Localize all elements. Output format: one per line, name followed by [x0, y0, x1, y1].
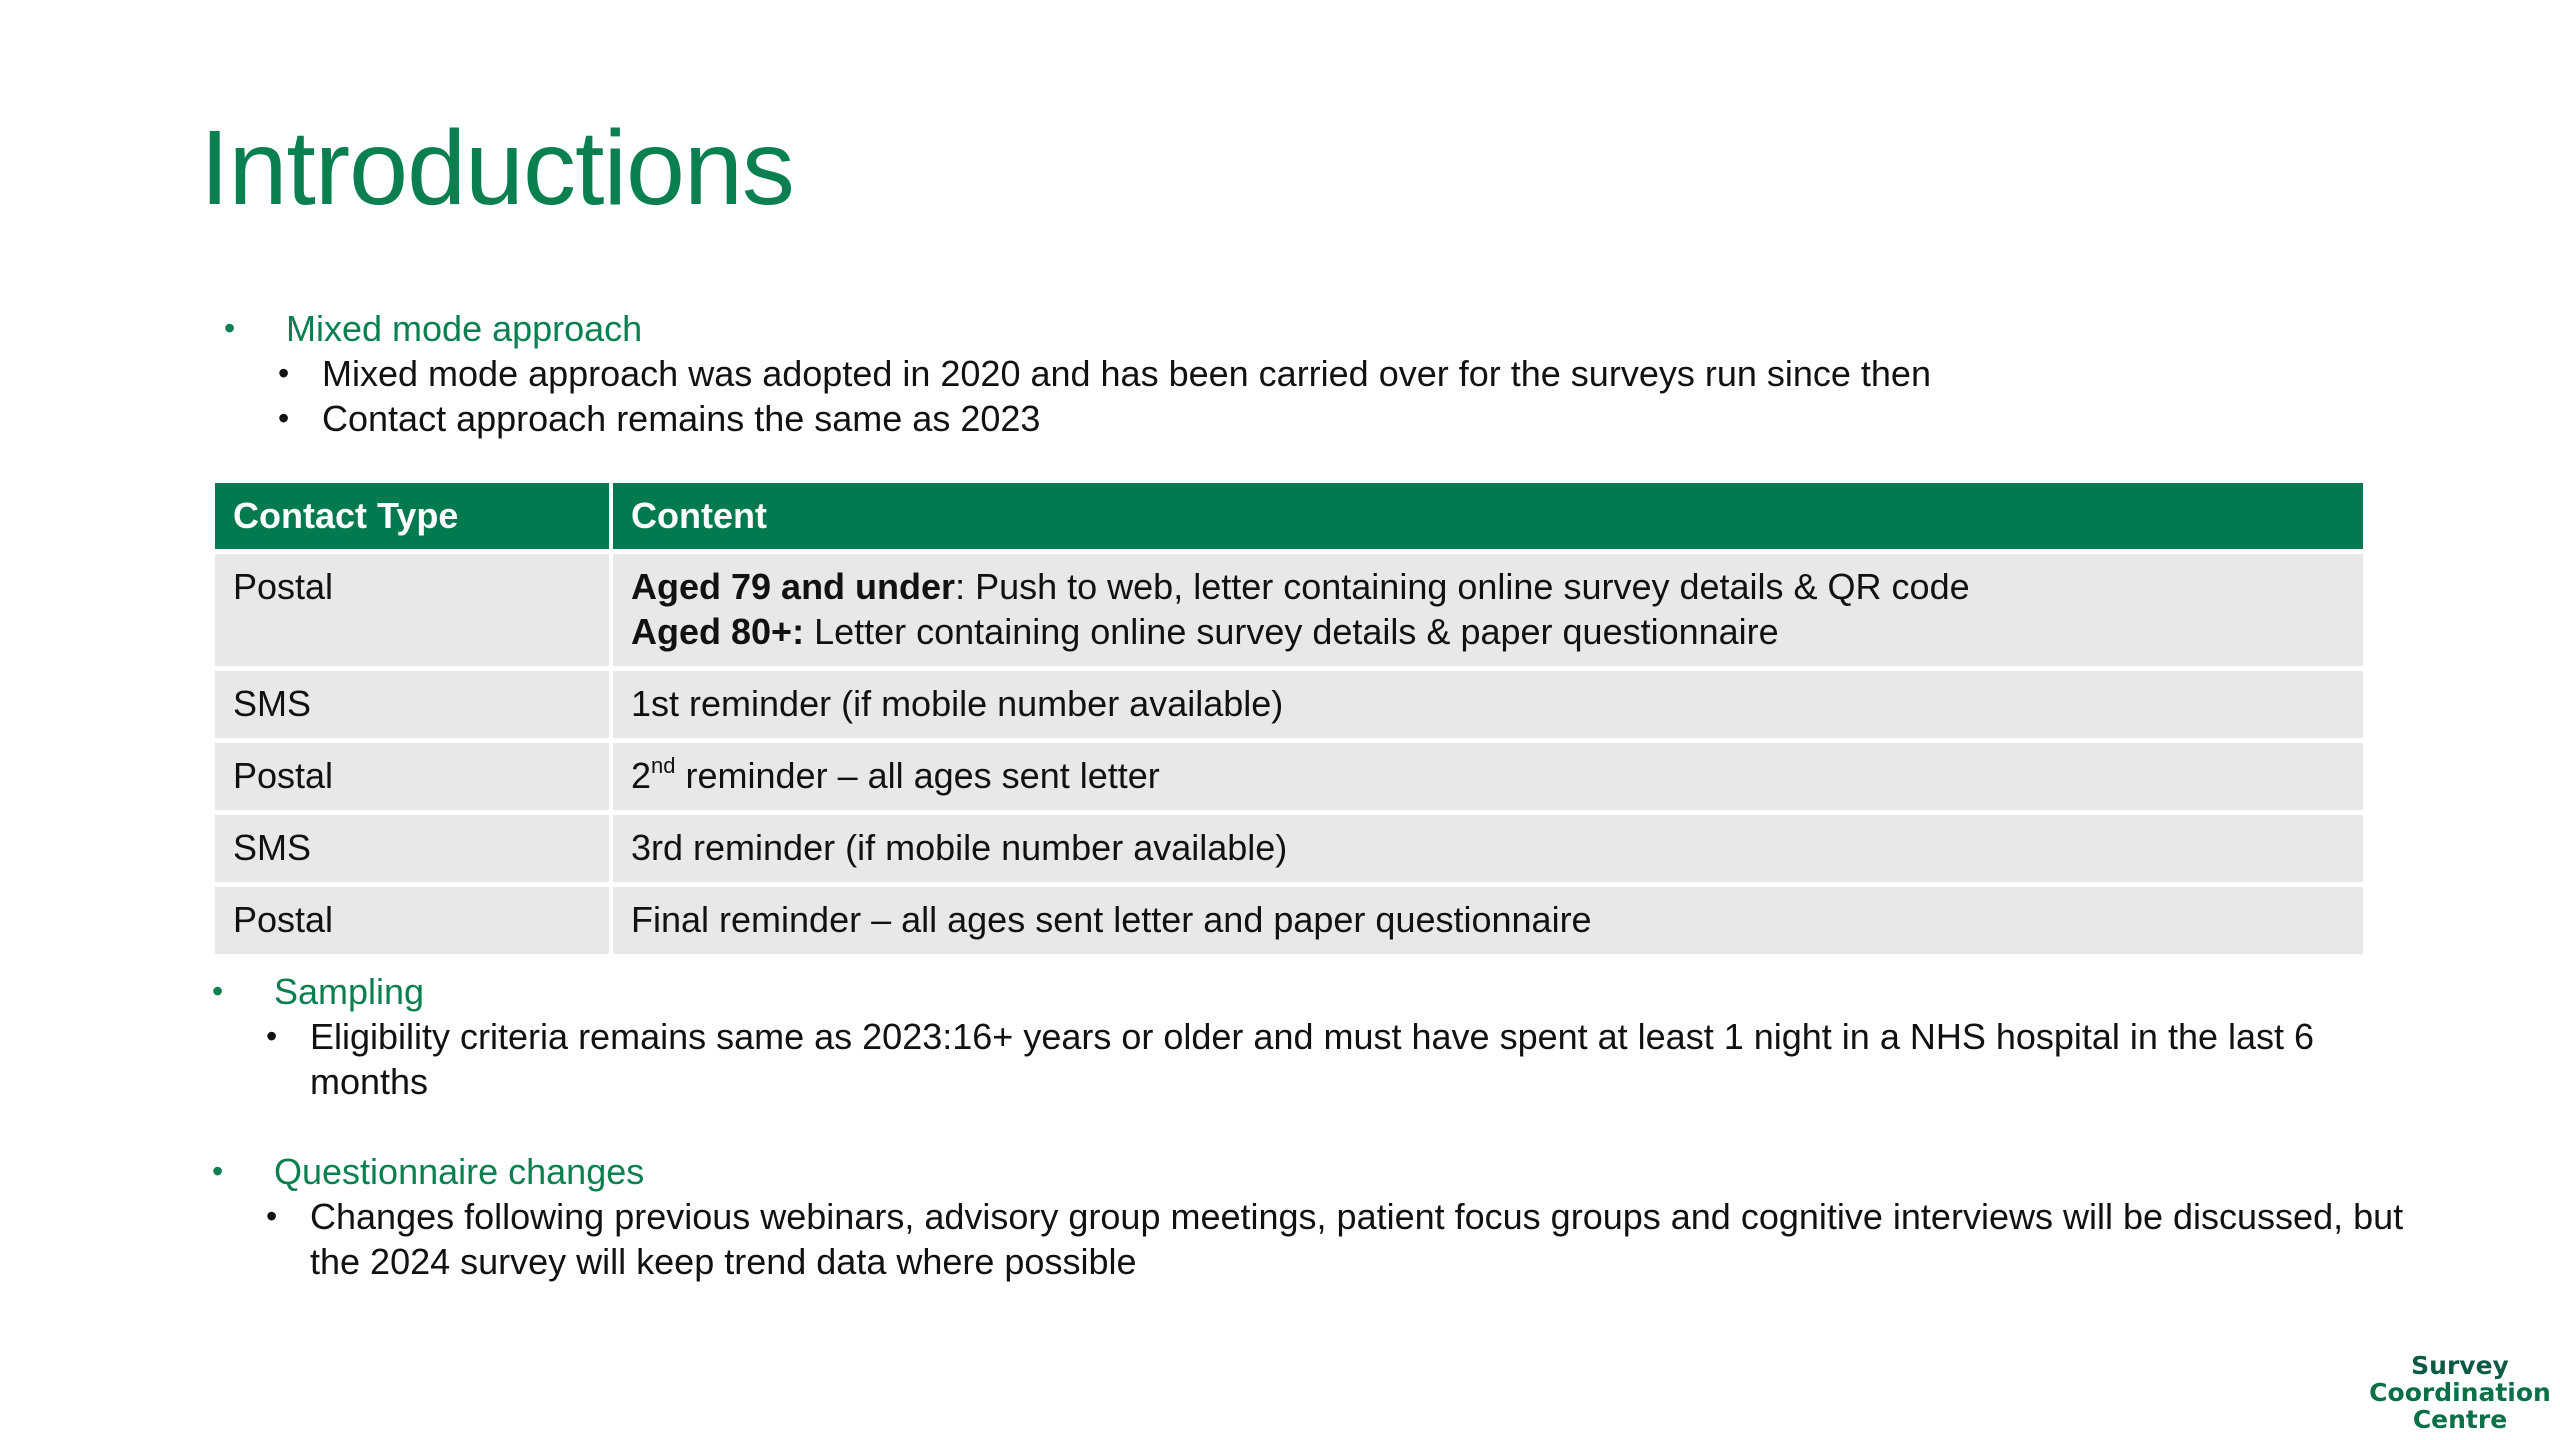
questionnaire-section	[212, 1149, 2432, 1284]
content-number: 2	[631, 755, 652, 796]
questionnaire-point: • Changes following previous webinars, advisory group meetings, patient focus groups and cognitive interviews will be discussed, but the 2024 survey will keep trend data where possible	[212, 1194, 2432, 1284]
logo-line: Coordination	[2369, 1378, 2551, 1407]
content-line	[631, 564, 2345, 609]
mixed-mode-point: • Contact approach remains the same as 2023	[224, 396, 2424, 441]
content-cell	[611, 552, 2363, 669]
table-row	[215, 552, 2363, 669]
mixed-mode-section	[224, 306, 2424, 441]
content-text: : Push to web, letter containing online survey details & QR code	[955, 566, 1970, 607]
ordinal-suffix: nd	[651, 753, 676, 778]
mixed-mode-heading: • Mixed mode approach	[224, 306, 2424, 351]
content-text: Letter containing online survey details & paper questionnaire	[804, 611, 1779, 652]
content-cell: 1st reminder (if mobile number available)	[611, 669, 2363, 741]
survey-coordination-centre-logo	[2360, 1352, 2560, 1433]
questionnaire-heading: • Questionnaire changes	[212, 1149, 2432, 1194]
logo-line: Centre	[2412, 1405, 2508, 1434]
logo-line: Survey	[2411, 1351, 2509, 1380]
header-content: Content	[611, 483, 2363, 552]
content-text: reminder – all ages sent letter	[675, 755, 1160, 796]
mixed-mode-point: • Mixed mode approach was adopted in 2020 and has been carried over for the surveys run since then	[224, 351, 2424, 396]
header-contact-type: Contact Type	[215, 483, 611, 552]
sampling-point: • Eligibility criteria remains same as 2023:16+ years or older and must have spent at least 1 night in a NHS hospital in the last 6 months	[212, 1014, 2432, 1104]
table-row	[215, 741, 2363, 813]
table-row	[215, 813, 2363, 885]
content-cell	[611, 741, 2363, 813]
contact-type-cell: SMS	[215, 813, 611, 885]
content-cell: Final reminder – all ages sent letter and paper questionnaire	[611, 885, 2363, 955]
table-header-row	[215, 483, 2363, 552]
contact-type-cell: Postal	[215, 552, 611, 669]
age-group-label: Aged 79 and under	[631, 566, 956, 607]
sampling-section	[212, 969, 2432, 1104]
table-row	[215, 885, 2363, 955]
contact-type-cell: SMS	[215, 669, 611, 741]
table-row	[215, 669, 2363, 741]
contact-table	[215, 483, 2363, 954]
content-line	[631, 609, 2345, 654]
contact-type-cell: Postal	[215, 741, 611, 813]
sampling-heading: • Sampling	[212, 969, 2432, 1014]
content-cell: 3rd reminder (if mobile number available)	[611, 813, 2363, 885]
slide-title: Introductions	[200, 109, 794, 227]
contact-type-cell: Postal	[215, 885, 611, 955]
age-group-label: Aged 80+:	[631, 611, 805, 652]
